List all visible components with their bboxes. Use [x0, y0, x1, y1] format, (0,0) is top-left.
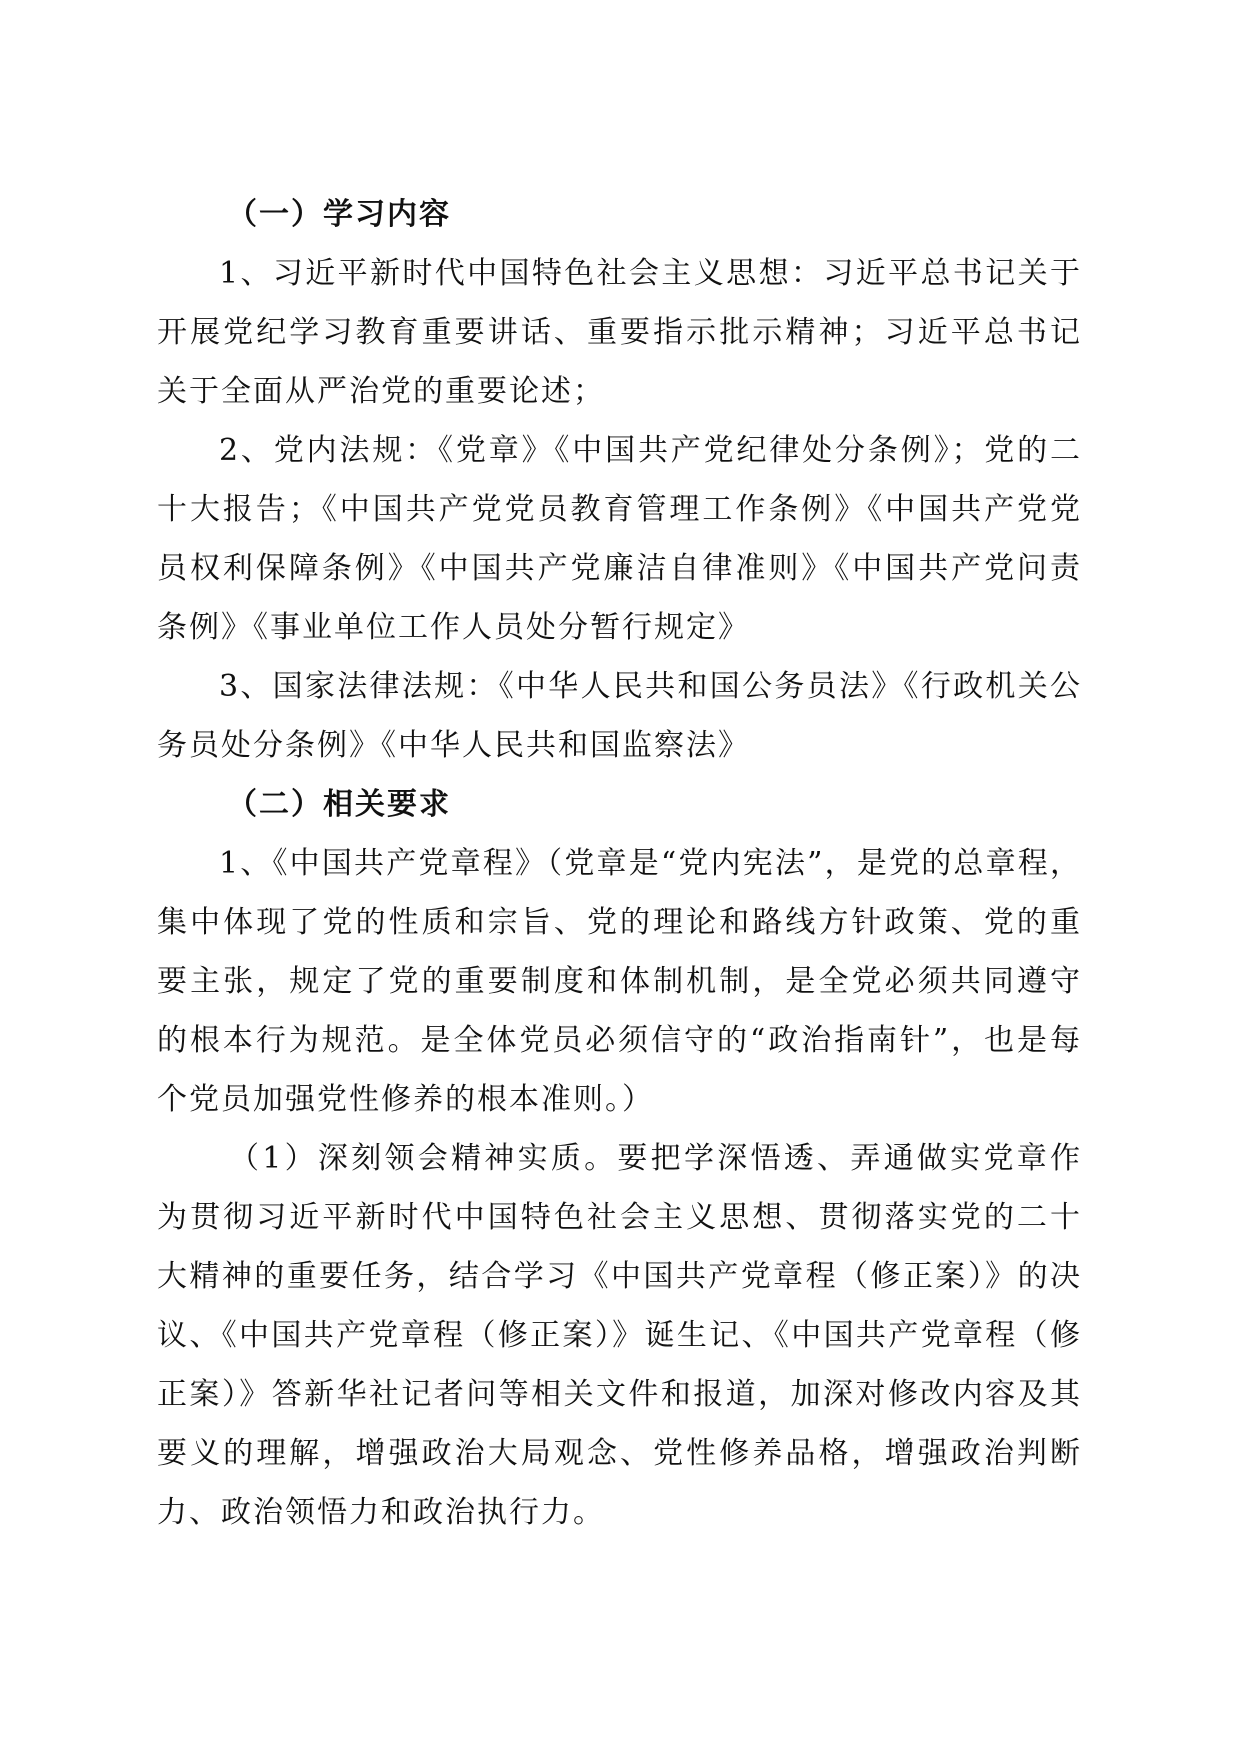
- section-heading-study-content: （一）学习内容: [227, 197, 451, 232]
- paragraph-understand-spirit: （1）深刻领会精神实质。要把学深悟透、弄通做实党章作为贯彻习近平新时代中国特色社会主义思想、贯彻落实党的二十大精神的重要任务，结合学习《中国共产党章程（修正案）》的决议、《中国共产党章程（修正案）》诞生记、《中国共产党章程（修正案）》答新华社记者问等相关文件和报道，加深对修改内容及其要义的理解，增强政治大局观念、党性修养品格，增强政治判断力、政治领悟力和政治执行力。: [157, 1141, 1082, 1530]
- paragraph-national-laws: 3、国家法律法规：《中华人民共和国公务员法》《行政机关公务员处分条例》《中华人民共和国监察法》: [157, 669, 1082, 763]
- section-heading-requirements: （二）相关要求: [227, 787, 451, 822]
- paragraph-xi-thought: 1、习近平新时代中国特色社会主义思想：习近平总书记关于开展党纪学习教育重要讲话、重要指示批示精神；习近平总书记关于全面从严治党的重要论述；: [157, 256, 1082, 409]
- paragraph-party-constitution: 1、《中国共产党章程》（党章是“党内宪法”，是党的总章程，集中体现了党的性质和宗旨、党的理论和路线方针政策、党的重要主张，规定了党的重要制度和体制机制，是全党必须共同遵守的根本行为规范。是全体党员必须信守的“政治指南针”，也是每个党员加强党性修养的根本准则。）: [157, 846, 1082, 1117]
- paragraph-party-regulations: 2、党内法规：《党章》《中国共产党纪律处分条例》；党的二十大报告；《中国共产党党员教育管理工作条例》《中国共产党党员权利保障条例》《中国共产党廉洁自律准则》《中国共产党问责条例》《事业单位工作人员处分暂行规定》: [157, 433, 1082, 645]
- document-body: [157, 185, 1082, 1542]
